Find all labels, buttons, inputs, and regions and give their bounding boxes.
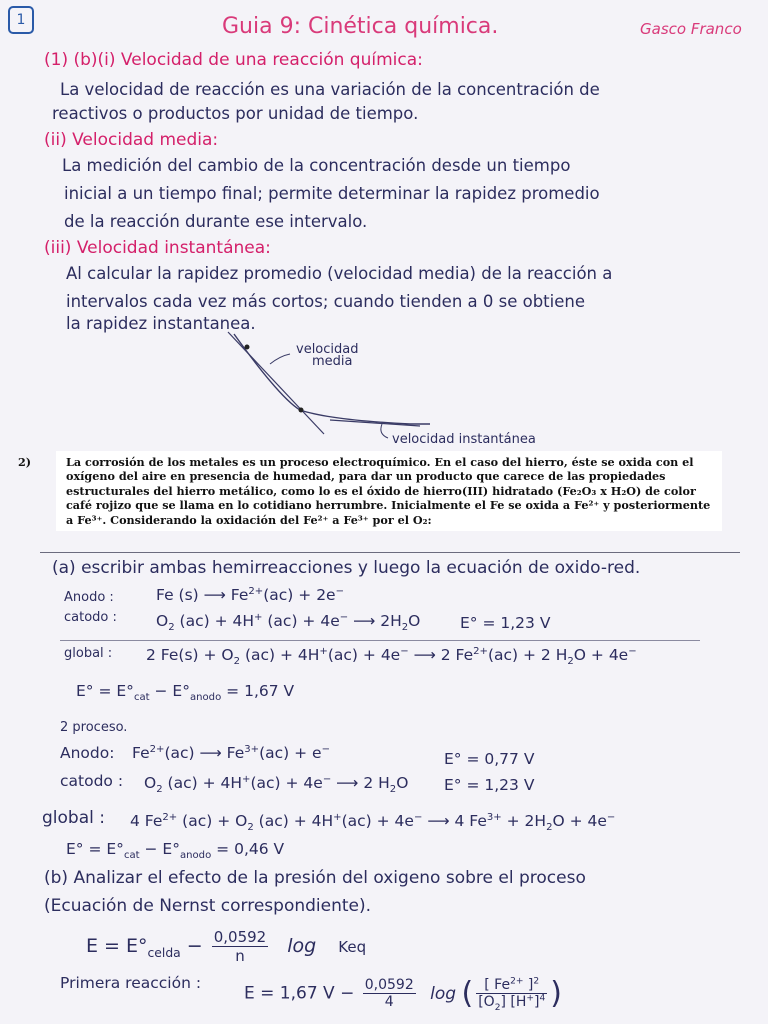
global2-label: global : <box>42 808 105 828</box>
definition-inst-line-2: intervalos cada vez más cortos; cuando tienden a 0 se obtiene <box>66 292 585 311</box>
catodo-label: catodo : <box>64 610 117 625</box>
potential-total-1: $E^\circ = E^\circ_{cat} - E^\circ_{anodo} = 1,67$ V <box>76 682 295 704</box>
heading-2a: (a) escribir ambas hemirreacciones y luego la ecuación de oxido-red. <box>52 558 641 578</box>
heading-2b-line-1: (b) Analizar el efecto de la presión del oxigeno sobre el proceso <box>44 868 586 888</box>
definition-inst-line-3: la rapidez instantanea. <box>66 314 256 333</box>
question-number: 2) <box>18 455 32 469</box>
nernst-denominator: n <box>235 947 245 965</box>
definition-mean-line-3: de la reacción durante ese intervalo. <box>64 212 368 231</box>
definition-rate-line-2: reactivos o productos por unidad de tiempo. <box>52 104 419 123</box>
nernst-equation: $E = E^\circ_{celda}$ − $\frac{0,0592}{n}$ log Keq <box>86 928 367 965</box>
tangent-line <box>330 420 420 426</box>
heading-velocidad-reaccion: (1) (b)(i) Velocidad de una reacción química: <box>44 50 423 70</box>
anodo2-potential: E° = 0,77 V <box>444 750 535 768</box>
first-e-value: 1,67 V <box>279 983 335 1004</box>
anodo-label: Anodo : <box>64 590 114 605</box>
page-title: Guia 9: Cinética química. <box>222 14 499 39</box>
potential-total-1-value: = 1,67 V <box>226 682 295 700</box>
author-name: Gasco Franco <box>640 20 742 38</box>
catodo2-reaction: $O_2$ (ac) + 4H+(ac) + 4e− ⟶ 2 $H_2O$ <box>144 773 409 796</box>
nernst-keq: Keq <box>338 938 367 956</box>
first-quotient-denominator: $[O_2]$ $[H^+]^4$ <box>478 993 546 1013</box>
potential-total-2-value: = 0,46 V <box>216 840 285 858</box>
nernst-fraction <box>212 928 269 965</box>
nernst-first-reaction: E = 1,67 V − $\frac{0,0592}{4}$ log ( $\frac{[ Fe^{2+} ]^2}{[O_2] [H^+]^4}$ ) <box>244 976 562 1013</box>
secant-point-2 <box>299 408 304 413</box>
global-reaction-2: 4 $Fe^{2+}$ $(ac) + O_2$ (ac) + 4H+(ac) + 4e− ⟶ 4 $Fe^{3+} + 2H_2O + 4e^-$ <box>130 811 616 834</box>
first-fraction <box>363 977 416 1010</box>
global-reaction-1: 2 $Fe(s) + O_2$ (ac) + 4H+(ac) + 4e− ⟶ 2 $Fe^{2+}(ac) + 2$ $H_2O + 4e^-$ <box>146 645 637 668</box>
heading-2b-line-2: (Ecuación de Nernst correspondiente). <box>44 896 372 916</box>
heading-velocidad-media: (ii) Velocidad media: <box>44 130 219 150</box>
second-process-label: 2 proceso. <box>60 720 128 735</box>
sketch-label-mean-1: velocidad <box>296 342 359 357</box>
anodo-reaction: Fe (s) ⟶ $Fe^{2+}(ac) + 2e^-$ <box>156 585 345 604</box>
sketch-label-mean <box>296 344 359 368</box>
first-denominator: 4 <box>384 994 394 1010</box>
inst-label-arrow <box>381 424 388 438</box>
nernst-numerator: 0,0592 <box>213 928 267 946</box>
first-quotient <box>476 976 547 1013</box>
first-quotient-numerator: [ $Fe^{2+}$ ]$^2$ <box>476 977 547 994</box>
catodo-reaction: $O_2$ (ac) + 4H+ (ac) + 4e− ⟶ $2H_2O$ <box>156 611 421 634</box>
sketch-label-inst: velocidad instantánea <box>392 432 536 447</box>
heading-velocidad-instantanea: (iii) Velocidad instantánea: <box>44 238 271 258</box>
first-log: log <box>430 983 457 1004</box>
printed-question-2 <box>18 451 722 531</box>
potential-total-2: $E^\circ = E^\circ_{cat} - E^\circ_{anodo} = 0,46$ V <box>66 840 285 862</box>
catodo-potential: E° = 1,23 V <box>460 614 551 632</box>
first-numerator: 0,0592 <box>364 977 414 993</box>
primera-reaccion-label: Primera reacción : <box>60 974 202 992</box>
page-number-box: 1 <box>8 6 34 34</box>
definition-mean-line-1: La medición del cambio de la concentración desde un tiempo <box>62 156 571 175</box>
global-label: global : <box>64 646 113 661</box>
nernst-log: log <box>287 935 317 957</box>
definition-mean-line-2: inicial a un tiempo final; permite determinar la rapidez promedio <box>64 184 600 203</box>
catodo2-potential: E° = 1,23 V <box>444 776 535 794</box>
rate-sketch <box>220 328 580 448</box>
catodo2-label: catodo : <box>60 772 124 790</box>
anodo2-label: Anodo: <box>60 744 115 762</box>
question-text: La corrosión de los metales es un proceso electroquímico. En el caso del hierro, éste se oxida con el oxígeno del aire en presencia de humedad, para dar un producto que carece de las propiedades estructurales del hierro metálico, como lo es el óxido de hierro(III) hidratado (Fe₂O₃ x H₂O) de color café rojizo que se llama en lo cotidiano herrumbre. Inicialmente el Fe se oxida a Fe²⁺ y posteriormente a Fe³⁺. Considerando la oxidación del Fe²⁺ a Fe³⁺ por el O₂: <box>66 455 711 527</box>
anodo2-reaction: $Fe^{2+}(ac)$ ⟶ $Fe^{3+}(ac) + e^-$ <box>132 743 331 762</box>
definition-inst-line-1: Al calcular la rapidez promedio (velocidad media) de la reacción a <box>66 264 613 283</box>
secant-point-1 <box>245 345 250 350</box>
definition-rate-line-1: La velocidad de reacción es una variación de la concentración de <box>60 80 600 99</box>
sketch-label-mean-2: media <box>312 354 353 369</box>
sum-line <box>60 640 700 641</box>
mean-label-arrow <box>270 354 290 364</box>
divider-line <box>40 552 740 553</box>
